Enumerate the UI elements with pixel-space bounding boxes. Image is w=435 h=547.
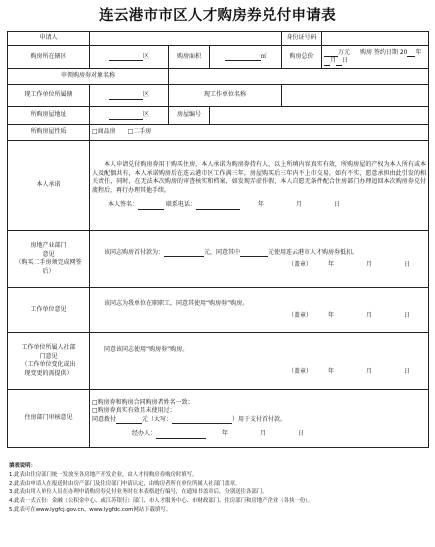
commercial-option[interactable]: □商品房 [92,128,116,136]
house-nature-options[interactable] [90,125,429,141]
check-name-consistent[interactable]: □购房券和购房合同购房者姓名一致； [92,398,194,406]
note-item: 3.此表由用人单位人员在办理申请购房券兑付业务时在本表格进行编号，在通知书盖章后，分别送往各部门。 [9,489,268,496]
house-nature-label: 所购房屋性质 [8,125,90,141]
hr-dept-label: 工作单位所属人社部 门意见 （工作单位变化或出 现变更的需提供） [8,333,90,390]
house-no-label: 房屋编号 [169,107,210,125]
housing-dept-label: 房地产业部门 意见 （购买二手房须完成网签 后） [8,231,90,288]
house-no-field[interactable] [210,107,429,125]
note-item: 1.此表由住房部门统一发放至各房地产开发企业，由人才持购房券购房时填写。 [9,471,198,478]
note-item: 5.此表可在www.lygfcj.gov.cn、www.lygfdc.com网站下载填写。 [9,506,172,513]
id-no-field[interactable] [322,32,429,46]
work-unit-name-field[interactable] [282,85,429,107]
house-price-label: 购房总价 [282,46,322,69]
hr-dept-cell[interactable]: 同意该同志使用“购房券”购房。 （盖章） 年 月 日 [90,333,429,390]
house-location-field[interactable]: 区 [90,46,169,69]
work-district-field[interactable]: 区 [90,85,169,107]
form-notes [9,462,429,515]
housing-bureau-label: 住房部门审核意见 [8,390,90,448]
check-voucher-valid[interactable]: □购房券真实有效且未使用过； [92,407,176,414]
house-address-field[interactable]: 区 [90,107,169,125]
work-unit-opinion-label: 工作单位意见 [8,288,90,333]
house-location-label: 购房所在辖区 [8,46,90,69]
housing-dept-cell[interactable]: 该同志购房首付款为： 元，同意其中 元使用连云港市人才购房券抵扣。 （盖章） 年 月 日 [90,231,429,288]
work-district-label: 现工作单位所属辖 [8,85,90,107]
applicant-field[interactable] [90,32,282,46]
application-form [7,31,429,448]
work-unit-opinion-cell[interactable]: 该同志为我单位在职职工，同意其使用“购房券”购房。 （盖章） 年 月 日 [90,288,429,333]
note-item: 2.此表由申请人在报送时由房产部门及住房部门申请认定，由购房者所在单位所属人社部门盖章。 [9,480,241,487]
id-no-label: 身份证号码 [282,32,322,46]
house-address-label: 所购房屋地址 [8,107,90,125]
house-area-label: 购房面积 [169,46,210,69]
second-hand-option[interactable]: □二手房 [127,128,152,136]
house-area-field[interactable]: ㎡ [210,46,282,69]
price-date-field[interactable]: 万元 购房 签约日期 20 年月 日 [322,46,429,69]
page-title: 连云港市市区人才购房券兑付申请表 [99,8,336,24]
applicant-promise-cell: 本人申请兑付购房券用于购买住房，本人承诺为购房券持有人，以上所填内容真实有效，所购房屋的产权为本人所有或本人及配偶共有，本人承诺购房后在连云港市区工作满三年，房屋购买后三年内不上市交易，如有不实，愿意承担由此引发的相关责任，同时，在无法本次购房的审查核实和档案，如发现弄虚作假，本人自愿无条件配合住房部门办理追回本次购房券兑付流程后，再行办理其他手续。 本人签名： 联系电话： 年 月 日 [90,141,429,231]
voucher-name-label: 申领购房券对象名称 [8,69,169,85]
housing-bureau-cell[interactable]: □购房券和购房合同购房者姓名一致； □购房券真实有效且未使用过； 同意拨付 元（大写： ）用于支付首付款。 经办人： 年 月 日 [90,390,429,448]
notes-title: 填表说明： [9,463,36,469]
applicant-promise-label: 本人承诺 [8,141,90,231]
work-unit-name-label: 现工作单位名称 [169,85,282,107]
applicant-label: 申请人 [8,32,90,46]
note-item: 4.此表一式五份：金融（公积金中心、或江苏银行）部门、市人才服务中心、市财政部门、住房部门和房地产企业（各执一份）。 [9,498,314,505]
promise-text: 本人申请兑付购房券用于购买住房，本人承诺为购房券持有人，以上所填内容真实有效，所购房屋的产权为本人所有或本人及配偶共有，本人承诺购房后在连云港市区工作满三年，房屋购买后三年内不上市交易，如有不实，愿意承担由此引发的相关责任，同时，在无法本次购房的审查核实和档案，如发现弄虚作假，本人自愿无条件配合住房部门办理追回本次购房券兑付流程后，再行办理其他手续。 [92,161,427,194]
voucher-name-field[interactable] [169,69,429,85]
